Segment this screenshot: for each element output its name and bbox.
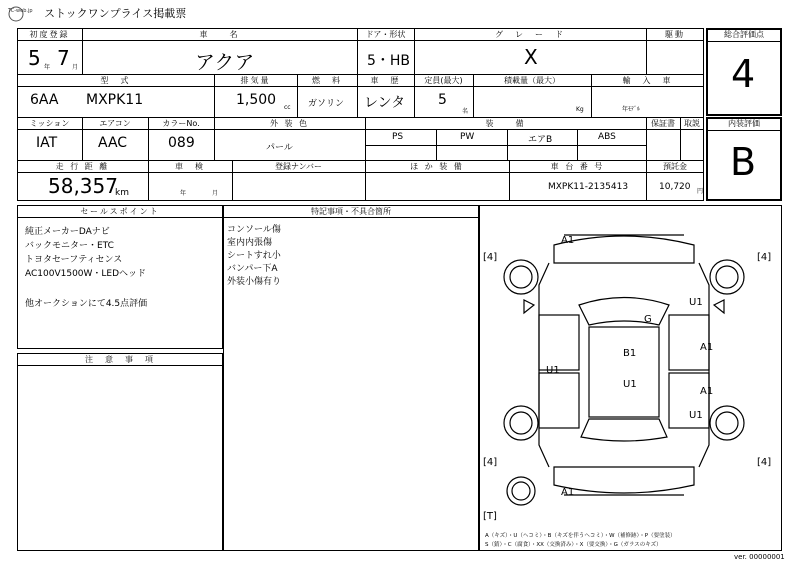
displacement-unit: cc: [284, 104, 291, 111]
logo: [6, 4, 44, 24]
sales-point-note: 他オークションにて4.5点評価: [25, 299, 148, 309]
mark-roof-rear: B1: [623, 348, 637, 359]
sales-point-1: 純正メーカーDAナビ: [25, 227, 110, 237]
equipment-ps: PS: [392, 132, 404, 142]
first-reg-month: 7: [57, 46, 70, 70]
displacement-label: 排気量: [240, 76, 271, 85]
legend-line-2: S（錆）・C（腐食）・XX（交換済み）・X（要交換）・G（ガラスのキズ）: [485, 542, 662, 548]
recycle-value: 10,720: [659, 182, 691, 192]
mission-value: IAT: [36, 135, 58, 151]
sales-point-2: バックモニター・ETC: [25, 241, 114, 251]
other-equipment-label: ほ か 装 備: [410, 162, 464, 171]
mark-door-rr: A1: [700, 386, 714, 397]
page-title: ストックワンプライス掲載票: [44, 7, 187, 20]
special-note-4: バンパー下A: [227, 264, 278, 274]
aircon-value: AAC: [98, 135, 128, 151]
chassis-label: 車 台 番 号: [550, 162, 605, 171]
drive-label: 駆動: [665, 30, 685, 39]
version-label: ver. 00000001: [734, 553, 785, 561]
total-score-value: 4: [731, 52, 756, 96]
model-code: MXPK11: [86, 92, 144, 108]
load-unit: Kg: [576, 106, 584, 113]
caution-title: 注 意 事 項: [85, 355, 155, 364]
tire-rr-label: [4]: [757, 457, 772, 468]
first-reg-label: 初度登録: [29, 30, 70, 39]
logo-text: TC-web.jp: [8, 8, 33, 14]
equipment-pw: PW: [460, 132, 475, 142]
mission-label: ミッション: [29, 119, 70, 128]
mileage-unit: km: [115, 188, 129, 198]
fuel-value: ガソリン: [308, 99, 345, 109]
car-name-label: 車 名: [199, 30, 240, 39]
capacity-value: 5: [438, 92, 447, 108]
grade-value: X: [524, 45, 538, 69]
manual-label: 取説: [684, 119, 700, 128]
info-table: [17, 28, 704, 201]
interior-score-label: 内装評価: [728, 119, 760, 128]
grade-label: グ レ ー ド: [495, 30, 565, 39]
mark-door-fr: A1: [700, 342, 714, 353]
car-diagram: [479, 205, 782, 551]
inspection-month-unit: 月: [212, 190, 219, 197]
sales-point-3: トヨタセーフティセンス: [25, 255, 123, 265]
caution-box: [17, 353, 223, 551]
mileage-label: 走 行 距 離: [55, 162, 110, 171]
mark-rear-center: U1: [623, 379, 637, 390]
mark-front-bumper: A1: [561, 235, 575, 246]
import-year-label: 年ﾓﾃﾞﾙ: [622, 106, 641, 113]
special-notes-title: 特記事項・不具合箇所: [311, 207, 391, 216]
model-label: 型 式: [100, 76, 131, 85]
mark-quarter-r: U1: [689, 410, 703, 421]
legend-line-1: A（キズ）・U（ヘコミ）・B（キズを伴うヘコミ）・W（補修跡）・P（要塗装）: [485, 533, 676, 539]
recycle-label: 預託金: [663, 162, 687, 171]
history-value: レンタ: [364, 95, 406, 111]
trunk-label: [T]: [483, 511, 497, 522]
mark-rear-bumper: A1: [561, 487, 575, 498]
sales-points-title: セールスポイント: [80, 207, 160, 216]
inspection-year-unit: 年: [180, 190, 187, 197]
door-shape-value: 5・HB: [367, 53, 411, 69]
first-reg-year: 5: [28, 46, 41, 70]
car-name-value: アクア: [195, 50, 255, 74]
chassis-value: MXPK11-2135413: [548, 182, 629, 192]
mileage-value: 58,357: [48, 174, 118, 198]
plate-label: 登録ナンバー: [274, 162, 323, 171]
mark-roof: G: [644, 314, 652, 325]
capacity-unit: 名: [462, 108, 469, 115]
month-unit: 月: [72, 64, 79, 71]
special-note-3: シートすれ小: [227, 251, 281, 261]
exterior-color-label: 外 装 色: [269, 119, 310, 128]
special-note-5: 外装小傷有り: [227, 277, 282, 287]
capacity-label: 定員(最大): [424, 76, 463, 85]
load-label: 積載量（最大）: [504, 76, 560, 85]
interior-score-value: B: [730, 140, 757, 184]
tire-rl-label: [4]: [483, 457, 498, 468]
sales-point-4: AC100V1500W・LEDヘッド: [25, 269, 147, 279]
warranty-label: 保証書: [651, 119, 675, 128]
aircon-label: エアコン: [99, 119, 131, 128]
equipment-label: 装 備: [485, 119, 526, 128]
total-score-label: 総合評価点: [724, 30, 764, 39]
import-label: 輸 入 車: [622, 76, 673, 85]
special-note-1: コンソール傷: [227, 225, 281, 235]
mark-door-l: U1: [546, 365, 560, 376]
inspection-label: 車 検: [175, 162, 205, 171]
displacement-value: 1,500: [236, 92, 277, 108]
color-no-value: 089: [168, 135, 195, 151]
recycle-unit: 円: [697, 188, 704, 195]
color-no-label: カラーNo.: [162, 119, 200, 128]
year-unit: 年: [44, 64, 51, 71]
special-note-2: 室内内張傷: [227, 238, 273, 248]
fuel-label: 燃 料: [312, 76, 342, 85]
tire-fr-label: [4]: [757, 252, 772, 263]
equipment-abs: ABS: [598, 132, 616, 142]
engine-code: 6AA: [30, 92, 59, 108]
mark-fender-r: U1: [689, 297, 703, 308]
exterior-color-value: パール: [266, 143, 293, 153]
tire-fl-label: [4]: [483, 252, 498, 263]
history-label: 車 歴: [370, 76, 401, 85]
door-shape-label: ドア・形状: [365, 30, 406, 39]
equipment-airbag: エアB: [528, 135, 553, 145]
